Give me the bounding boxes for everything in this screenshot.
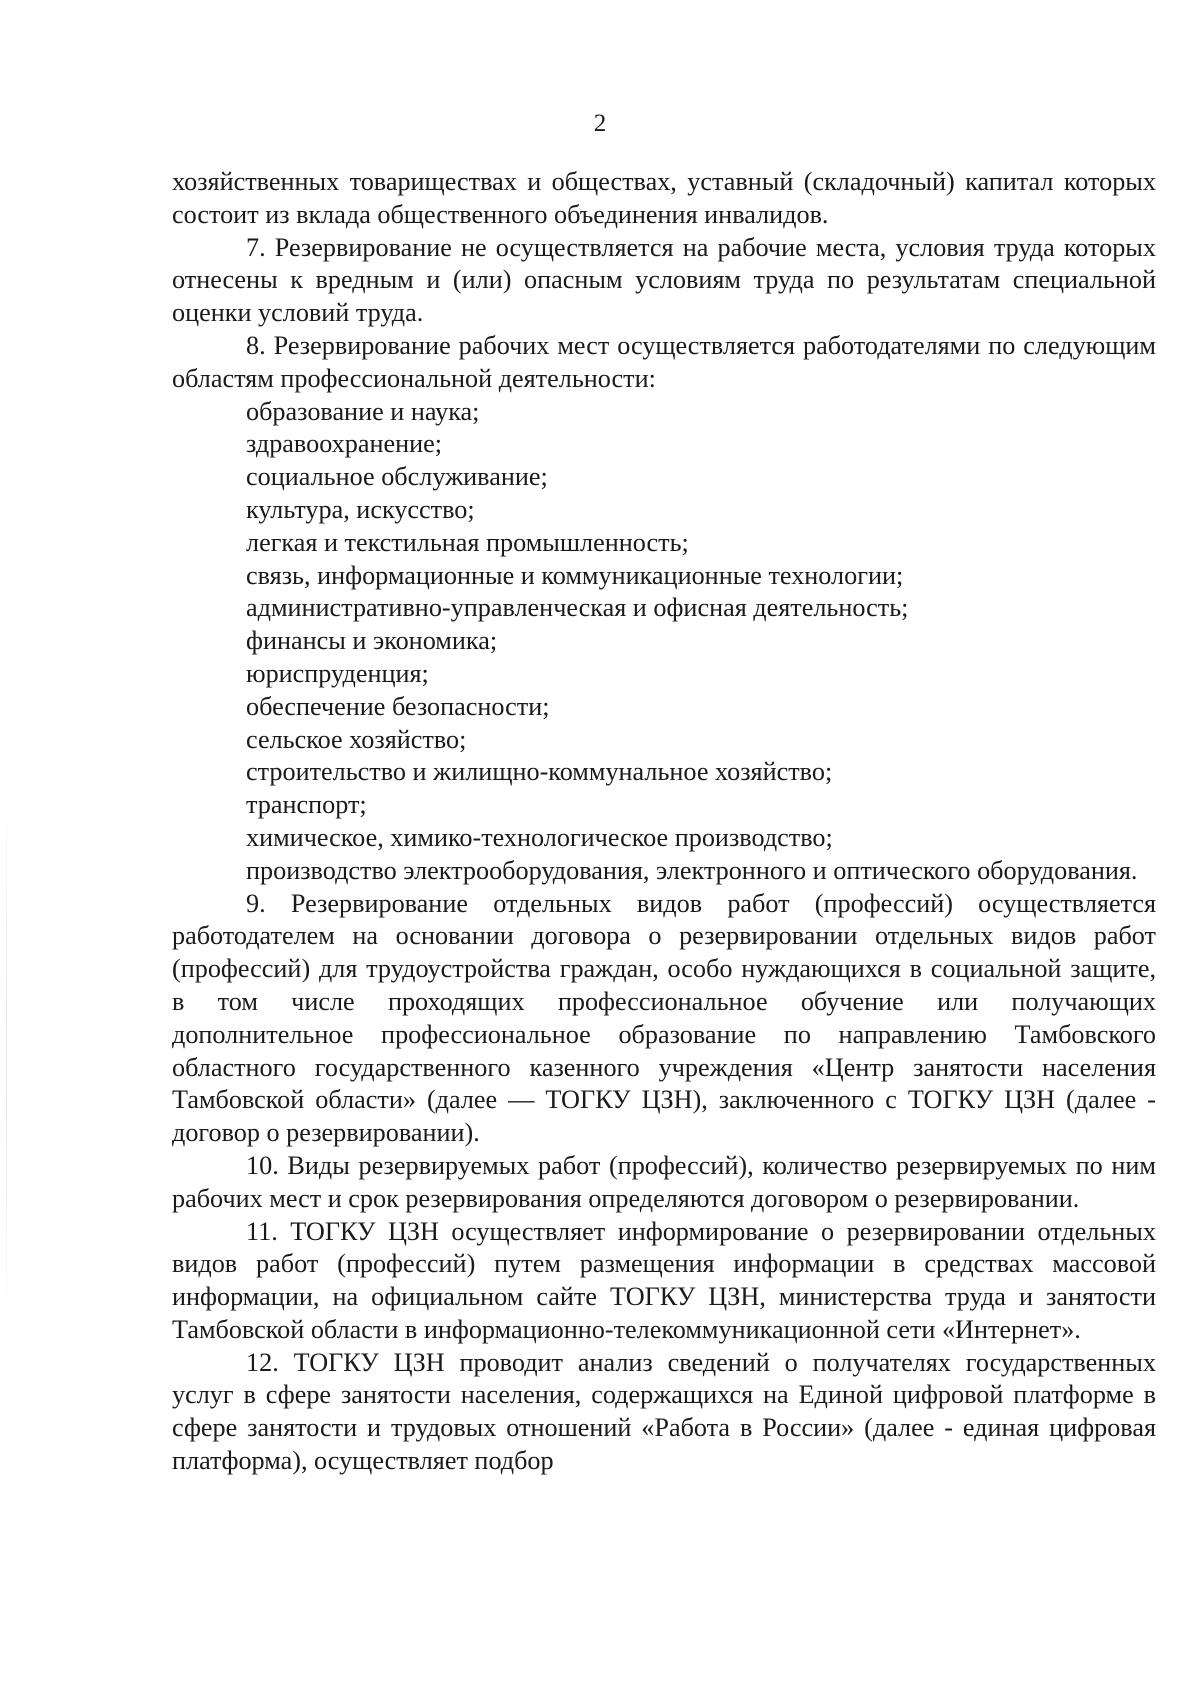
area-item: химическое, химико-технологическое производство; — [246, 822, 833, 852]
area-item: юриспруденция; — [246, 658, 429, 688]
paragraph-8: 8. Резервирование рабочих мест осуществляется работодателями по следующим областям профессиональной деятельности: — [172, 330, 1156, 393]
area-item: финансы и экономика; — [246, 626, 498, 656]
scan-binding-shadow — [6, 780, 7, 1340]
areas-list — [172, 396, 1156, 888]
area-item: обеспечение безопасности; — [246, 691, 550, 721]
intro-continuation: хозяйственных товариществах и обществах, уставный (складочный) капитал которых состоит из вклада общественного объединения инвалидов. — [172, 167, 1156, 229]
area-item: легкая и текстильная промышленность; — [246, 527, 689, 557]
paragraph-7: 7. Резервирование не осуществляется на рабочие места, условия труда которых отнесены к вредным и (или) опасным условиям труда по результатам специальной оценки условий труда. — [172, 232, 1156, 328]
area-item: социальное обслуживание; — [246, 462, 548, 492]
paragraph-9: 9. Резервирование отдельных видов работ (профессий) осуществляется работодателем на основании договора о резервировании отдельных видов работ (профессий) для трудоустройства граждан, особо нуждающихся в социальной защите, в том числе проходящих профессиональное обучение или получающих дополнительное профессиональное образование по направлению Тамбовского областного государственного казенного учреждения «Центр занятости населения Тамбовской области» (далее — ТОГКУ ЦЗН), заключенного с ТОГКУ ЦЗН (далее - договор о резервировании). — [172, 888, 1156, 1148]
page-number: 2 — [593, 110, 607, 137]
area-item: сельское хозяйство; — [246, 724, 467, 754]
area-item: культура, искусство; — [246, 494, 475, 524]
area-item: производство электрооборудования, электронного и оптического оборудования. — [246, 855, 1138, 885]
paragraph-11: 11. ТОГКУ ЦЗН осуществляет информирование о резервировании отдельных видов работ (профессий) путем размещения информации в средствах массовой информации, на официальном сайте ТОГКУ ЦЗН, министерства труда и занятости Тамбовской области в информационно-телекоммуникационной сети «Интернет». — [172, 1216, 1156, 1344]
area-item: транспорт; — [246, 790, 367, 820]
area-item: образование и наука; — [246, 396, 480, 426]
document-body — [172, 166, 1156, 1478]
paragraph-10: 10. Виды резервируемых работ (профессий), количество резервируемых по ним рабочих мест и срок резервирования определяются договором о резервировании. — [172, 1150, 1156, 1213]
paragraph-12: 12. ТОГКУ ЦЗН проводит анализ сведений о получателях государственных услуг в сфере занятости населения, содержащихся на Единой цифровой платформе в сфере занятости и трудовых отношений «Работа в России» (далее - единая цифровая платформа), осуществляет подбор — [172, 1347, 1156, 1476]
area-item: строительство и жилищно-коммунальное хозяйство; — [246, 757, 833, 787]
area-item: здравоохранение; — [246, 429, 443, 459]
area-item: административно-управленческая и офисная деятельность; — [246, 593, 909, 623]
area-item: связь, информационные и коммуникационные технологии; — [246, 560, 904, 590]
